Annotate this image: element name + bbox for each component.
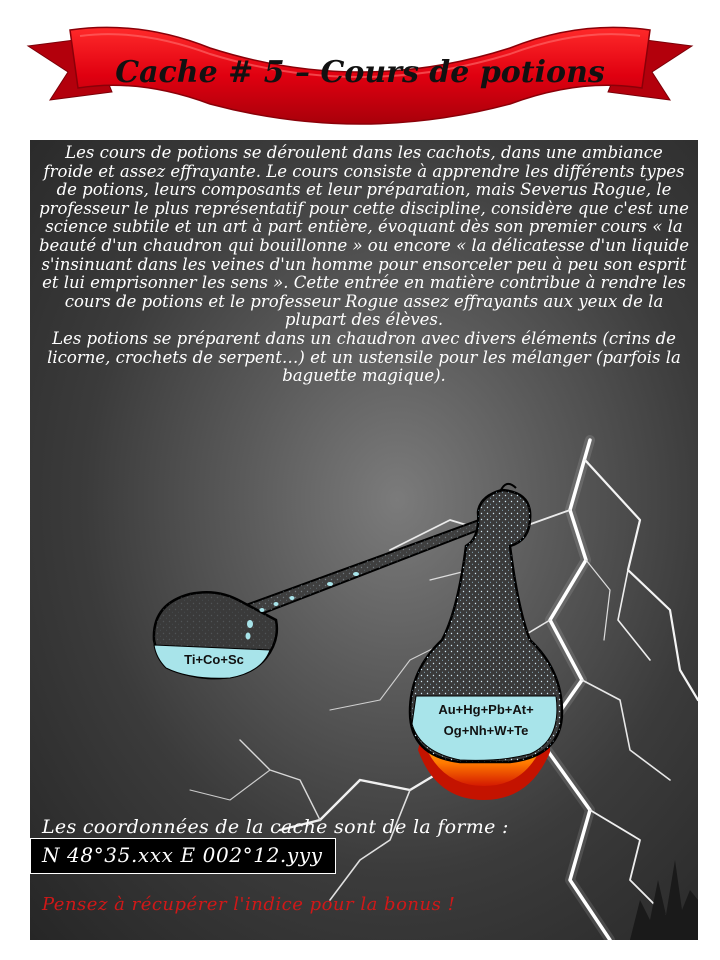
- large-flask-label-line2: Og+Nh+W+Te: [443, 723, 529, 738]
- small-flask-label: Ti+Co+Sc: [184, 652, 244, 667]
- large-flask-label-line1: Au+Hg+Pb+At+: [438, 702, 534, 717]
- page-title: Cache # 5 – Cours de potions: [115, 55, 605, 90]
- coordinates-intro: Les coordonnées de la cache sont de la forme :: [42, 816, 509, 838]
- intro-text: Les cours de potions se déroulent dans les cachots, dans une ambiance froide et assez effrayante. Le cours consiste à apprendre les différents types de potions, leurs composants et leur préparation, mais Severus Rogue, le professeur le plus représentatif pour cette discipline, considère que c'est une science subtile et un art à part entière, évoquant dès son premier cours « la beauté d'un chaudron qui bouillonne » ou encore « la délicatesse d'un liquide s'insinuant dans les veines d'un homme pour ensorceler peu à peu son esprit et lui emprisonner les sens ». Cette entrée en matière contribue à rendre les cours de potions et le professeur Rogue assez effrayants aux yeux de la plupart des élèves. Les potions se préparent dans un chaudron avec divers éléments (crins de licorne, crochets de serpent…) et un ustensile pour les mélanger (parfois la baguette magique).: [38, 143, 690, 386]
- coordinates-value: N 48°35.xxx E 002°12.yyy: [42, 843, 323, 867]
- bonus-hint: Pensez à récupérer l'indice pour la bonus !: [42, 894, 456, 915]
- content-panel: [30, 140, 698, 940]
